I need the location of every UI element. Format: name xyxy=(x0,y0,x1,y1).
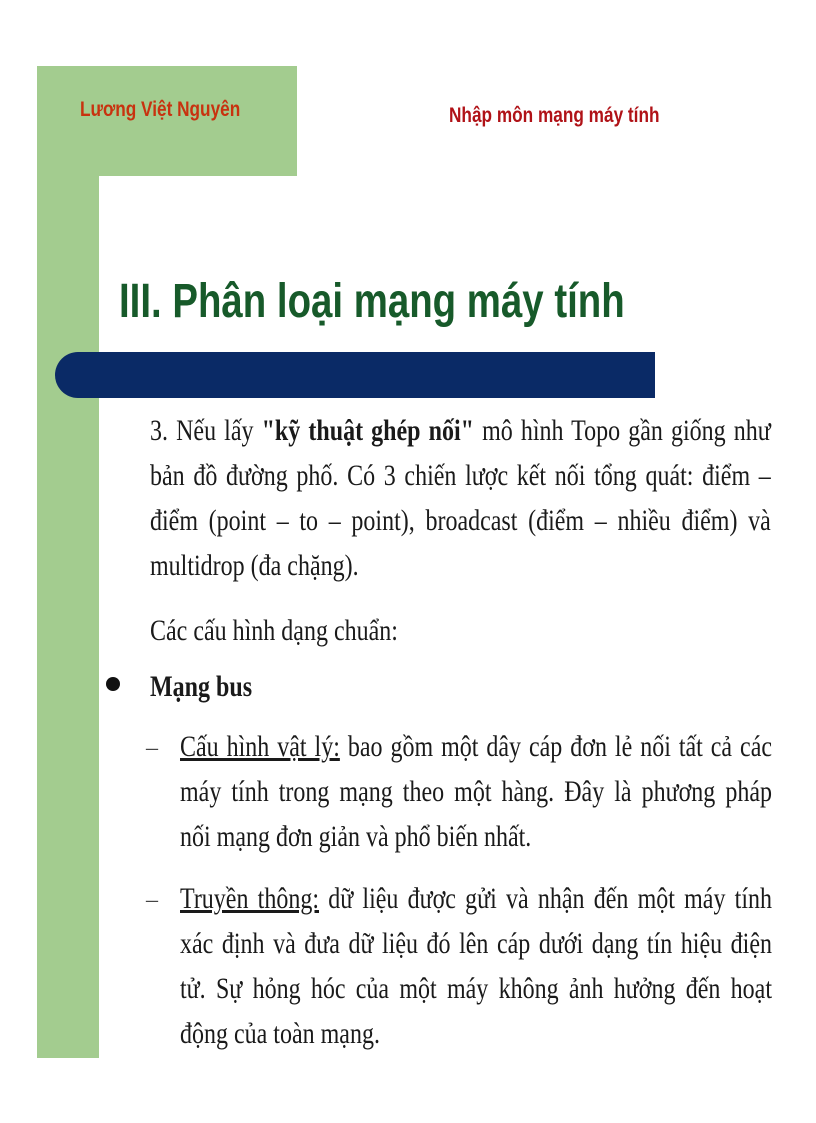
underlined-term: Truyền thông: xyxy=(180,882,319,915)
paragraph-standard-configs: Các cấu hình dạng chuẩn: xyxy=(150,614,398,647)
bullet-heading: Mạng bus xyxy=(150,670,253,703)
paragraph-topology xyxy=(150,408,771,588)
sub-item-line: tử. Sự hỏng hóc của một máy không ảnh hưởng đến hoạt xyxy=(180,972,772,1005)
sub-item-line xyxy=(180,724,772,769)
sub-item-line: máy tính trong mạng theo một hàng. Đây là phương pháp xyxy=(180,775,772,808)
dash-marker: – xyxy=(146,735,158,761)
text-run: mô hình Topo gần giống như xyxy=(473,414,771,447)
title-underline-bar xyxy=(55,352,655,398)
text-run: dữ liệu được gửi và nhận đến một máy tính xyxy=(319,882,772,915)
paragraph-line: bản đồ đường phố. Có 3 chiến lược kết nối tổng quát: điểm – xyxy=(150,459,771,492)
header-author: Lương Việt Nguyên xyxy=(80,98,241,121)
slide-title: III. Phân loại mạng máy tính xyxy=(119,275,625,328)
text-run: 3. Nếu lấy xyxy=(150,414,262,447)
header-course: Nhập môn mạng máy tính xyxy=(449,104,660,127)
sub-item-line: nối mạng đơn giản và phổ biến nhất. xyxy=(180,820,532,853)
sub-item-line xyxy=(180,876,772,921)
dash-marker: – xyxy=(146,887,158,913)
sub-item-communication xyxy=(180,876,772,1056)
sub-item-physical-config xyxy=(180,724,772,859)
sub-item-line: động của toàn mạng. xyxy=(180,1017,380,1050)
underlined-term: Cấu hình vật lý: xyxy=(180,730,340,763)
bold-term: "kỹ thuật ghép nối" xyxy=(261,414,474,447)
paragraph-line: điểm (point – to – point), broadcast (điểm – nhiều điểm) và xyxy=(150,504,771,537)
paragraph-line xyxy=(150,408,771,453)
bullet-dot xyxy=(106,677,120,691)
paragraph-line: multidrop (đa chặng). xyxy=(150,549,359,582)
green-sidebar xyxy=(37,66,99,1058)
sub-item-line: xác định và đưa dữ liệu đó lên cáp dưới dạng tín hiệu điện xyxy=(180,927,772,960)
text-run: bao gồm một dây cáp đơn lẻ nối tất cả các xyxy=(339,730,772,763)
